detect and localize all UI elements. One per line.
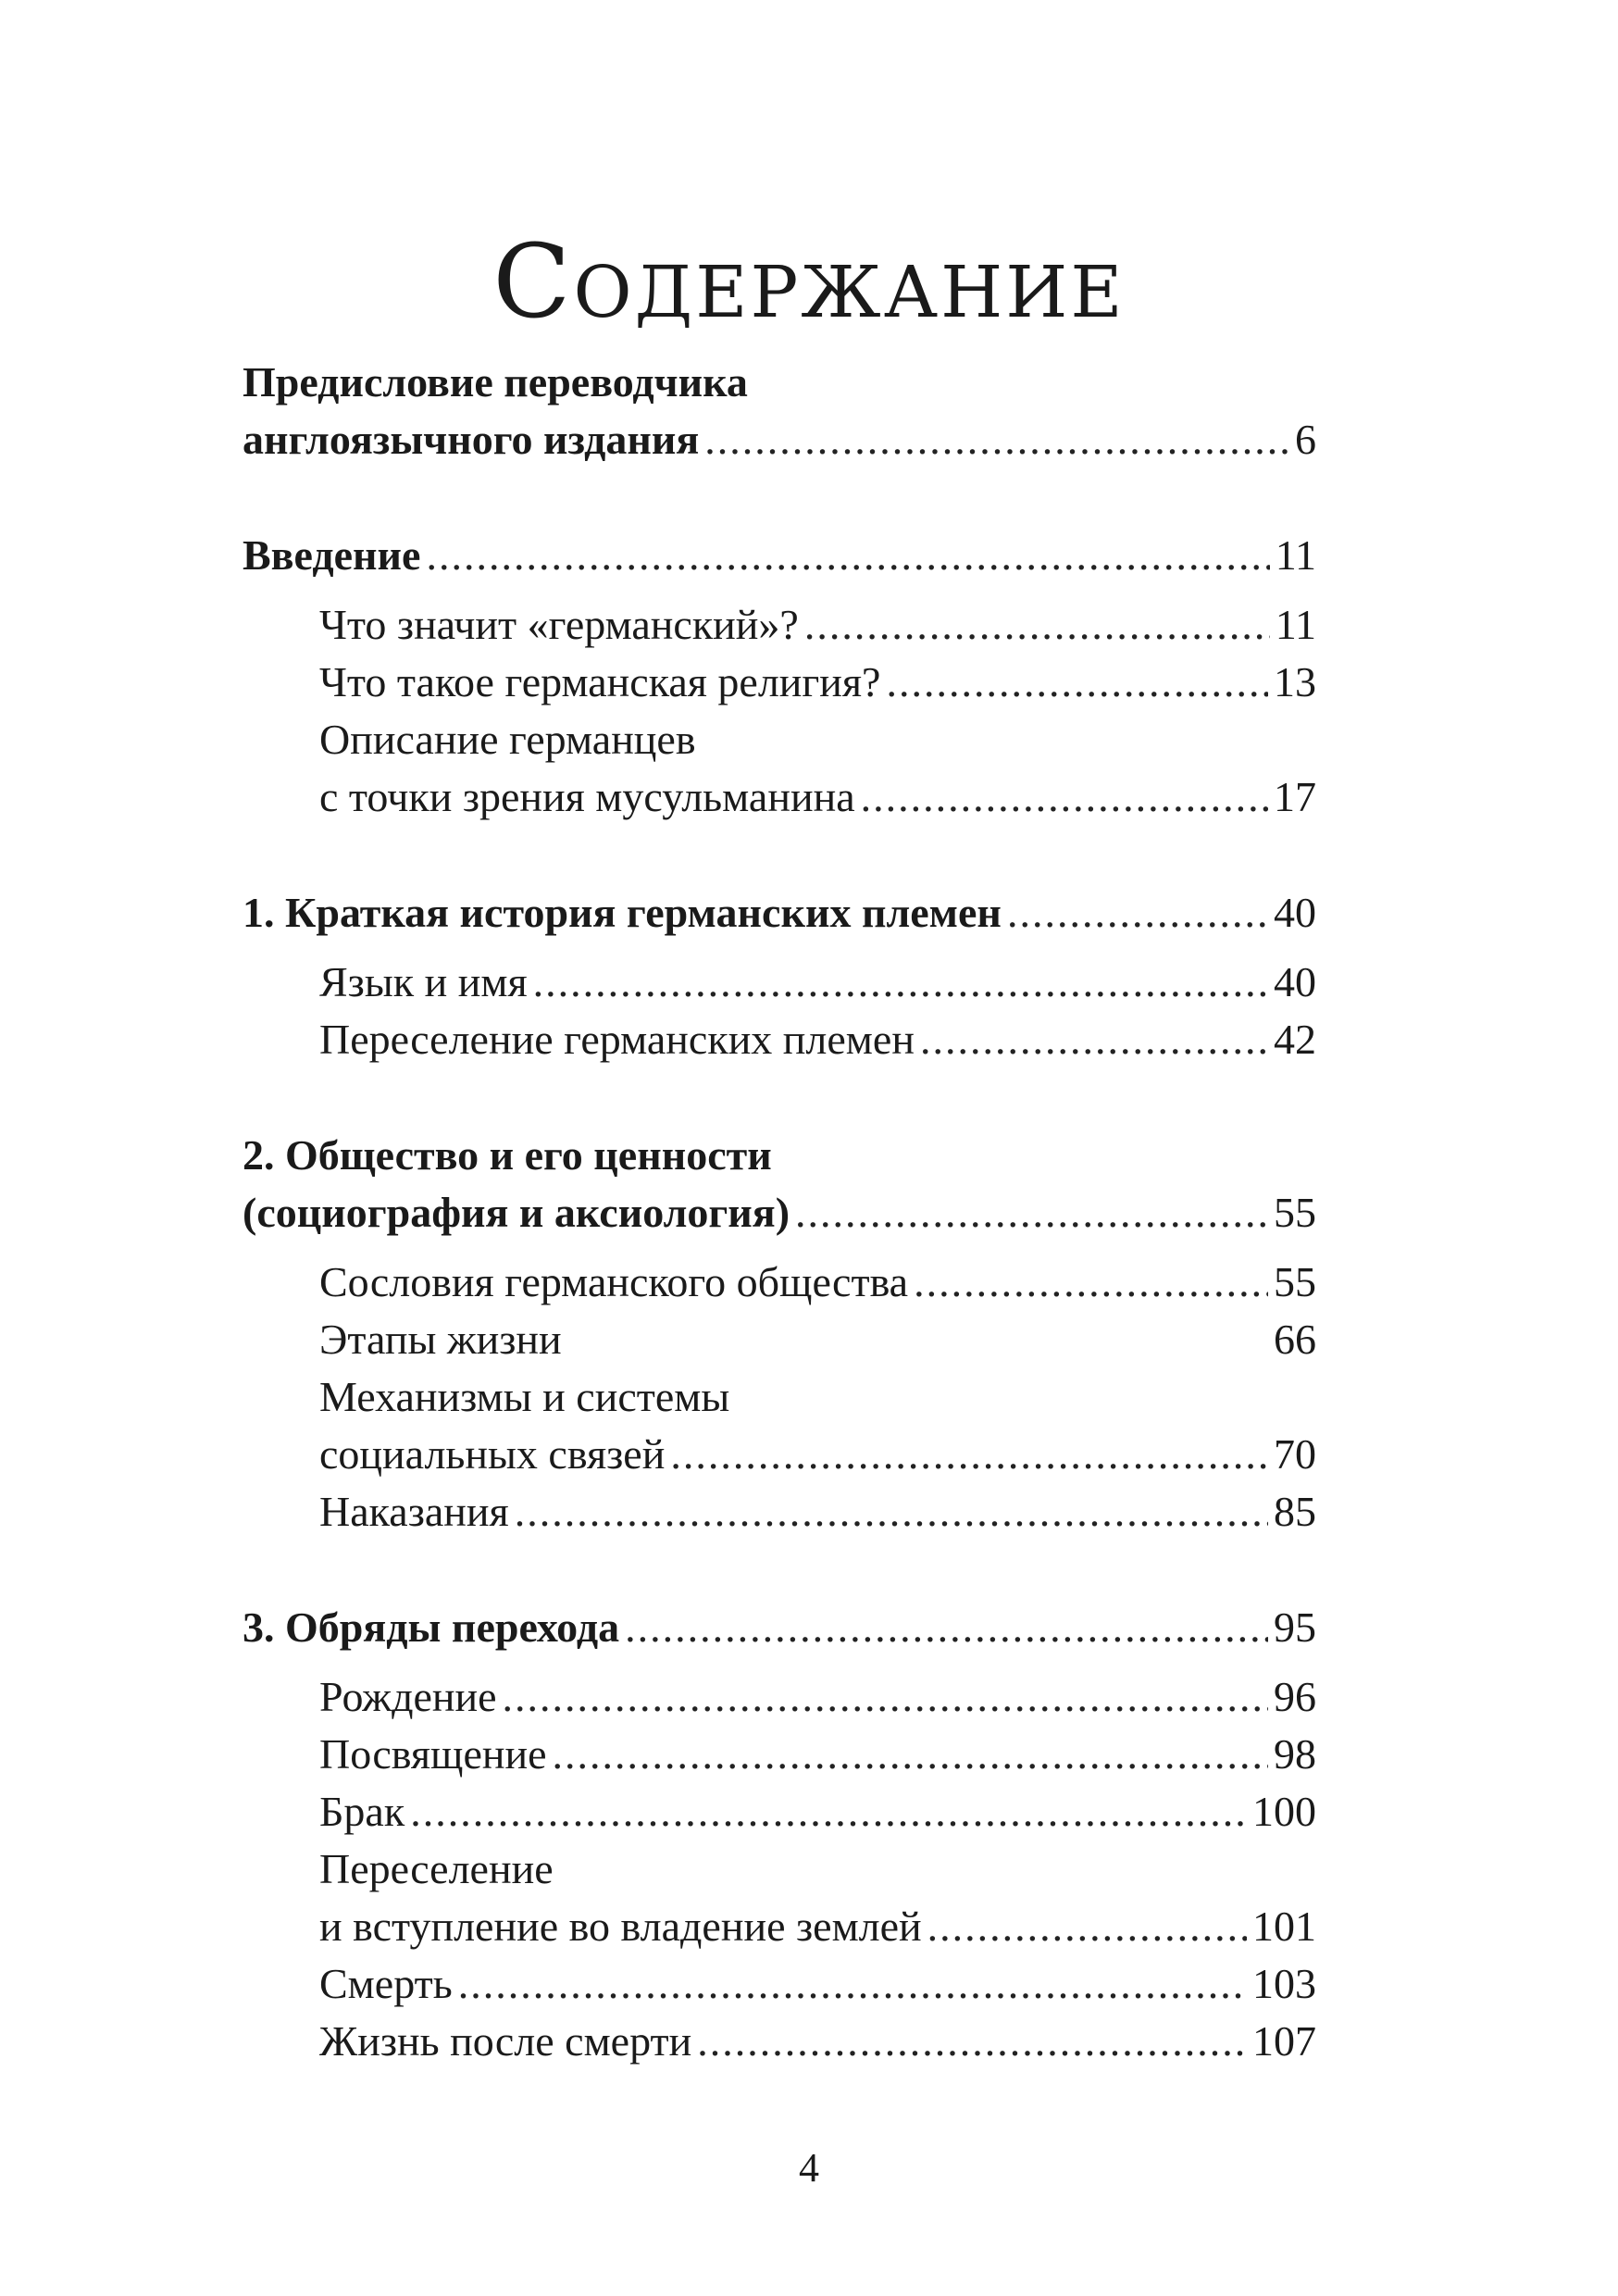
toc-entry-land-taking-line1 <box>319 1841 1316 1898</box>
toc-page-number: 17 <box>1274 773 1316 820</box>
toc-entry-title: Переселение <box>319 1845 554 1892</box>
page-number: 4 <box>799 2145 819 2190</box>
toc-entry-translator-preface <box>243 411 1316 468</box>
toc-entry-title: Предисловие переводчика <box>243 358 748 406</box>
toc-entry-initiation <box>319 1726 1316 1783</box>
toc-entry-introduction <box>243 527 1316 584</box>
toc-entry-title: Жизнь после смерти <box>319 2017 692 2065</box>
leader-dots <box>697 2013 1247 2070</box>
toc-entry-estates <box>319 1254 1316 1311</box>
toc-entry-title: Описание германцев <box>319 716 696 763</box>
toc-entry-punishments <box>319 1483 1316 1541</box>
toc-entry-title: социальных связей <box>319 1430 666 1478</box>
leader-dots <box>553 1726 1268 1783</box>
toc-entry-migration <box>319 1011 1316 1068</box>
page-title: Содержание <box>492 221 1126 341</box>
toc-entry-title: Введение <box>243 531 421 579</box>
leader-dots <box>920 1011 1268 1068</box>
toc-entry-translator-preface-line1 <box>243 354 1316 411</box>
toc-entry-social-ties-line1 <box>319 1368 1316 1426</box>
toc-entry-muslim-view <box>319 768 1316 826</box>
toc-page-number: 85 <box>1274 1488 1316 1535</box>
leader-dots <box>458 1955 1247 2013</box>
leader-dots <box>804 596 1270 654</box>
toc-entry-birth <box>319 1668 1316 1726</box>
leader-dots <box>1007 884 1268 942</box>
toc-page-number: 100 <box>1252 1788 1316 1835</box>
toc-entry-marriage <box>319 1783 1316 1841</box>
toc-page-number: 11 <box>1275 531 1316 579</box>
toc-entry-title: Рождение <box>319 1673 497 1720</box>
toc-entry-title: Смерть <box>319 1960 453 2007</box>
leader-dots <box>886 654 1268 711</box>
toc-page-number: 66 <box>1274 1316 1316 1363</box>
leader-dots <box>704 411 1289 468</box>
toc-entry-chapter-3 <box>243 1599 1316 1656</box>
toc-entry-title: англоязычного издания <box>243 416 700 463</box>
toc-page-number: 55 <box>1274 1258 1316 1305</box>
toc-entry-title: Этапы жизни <box>319 1316 562 1363</box>
toc-page-number: 42 <box>1274 1016 1316 1063</box>
toc-entry-land-taking <box>319 1898 1316 1955</box>
leader-dots <box>515 1483 1268 1541</box>
toc-entry-life-stages <box>319 1311 1316 1368</box>
toc-entry-what-germanic <box>319 596 1316 654</box>
leader-dots <box>795 1184 1268 1242</box>
toc-entry-chapter-2 <box>243 1184 1316 1242</box>
leader-dots <box>503 1668 1268 1726</box>
leader-dots <box>533 954 1268 1011</box>
toc-entry-title: Наказания <box>319 1488 509 1535</box>
toc-entry-title: Что такое германская религия? <box>319 658 881 705</box>
toc-page-number: 40 <box>1274 889 1316 936</box>
toc-page-number: 98 <box>1274 1730 1316 1778</box>
toc-page-number: 103 <box>1252 1960 1316 2007</box>
toc-page-number: 13 <box>1274 658 1316 705</box>
leader-dots <box>927 1898 1247 1955</box>
toc-entry-title: Переселение германских племен <box>319 1016 915 1063</box>
toc-entry-title: 1. Краткая история германских племен <box>243 889 1002 936</box>
toc-entry-title: 2. Общество и его ценности <box>243 1131 772 1179</box>
toc-page-number: 55 <box>1274 1189 1316 1236</box>
toc-entry-title: Механизмы и системы <box>319 1373 730 1420</box>
toc-entry-title: и вступление во владение землей <box>319 1903 922 1950</box>
toc-entry-chapter-1 <box>243 884 1316 942</box>
toc-entry-language-name <box>319 954 1316 1011</box>
toc-entry-title: 3. Обряды перехода <box>243 1603 620 1651</box>
toc-entry-title: Брак <box>319 1788 405 1835</box>
toc-page-number: 11 <box>1275 601 1316 648</box>
leader-dots <box>410 1783 1247 1841</box>
toc-entry-title: Посвящение <box>319 1730 547 1778</box>
toc-entry-title: с точки зрения мусульманина <box>319 773 855 820</box>
toc-entry-germanic-religion <box>319 654 1316 711</box>
toc-entry-title: Что значит «германский»? <box>319 601 799 648</box>
toc-entry-muslim-view-line1 <box>319 711 1316 768</box>
leader-dots <box>625 1599 1268 1656</box>
toc-page-number: 40 <box>1274 958 1316 1005</box>
toc-entry-afterlife <box>319 2013 1316 2070</box>
leader-dots <box>914 1254 1268 1311</box>
leader-dots <box>426 527 1269 584</box>
toc-entry-title: Сословия германского общества <box>319 1258 909 1305</box>
toc-entry-social-ties <box>319 1426 1316 1483</box>
toc-entry-death <box>319 1955 1316 2013</box>
leader-dots <box>861 768 1268 826</box>
toc-entry-title: (социография и аксиология) <box>243 1189 790 1236</box>
toc-page-number: 101 <box>1252 1903 1316 1950</box>
toc-page-number: 96 <box>1274 1673 1316 1720</box>
toc-entry-title: Язык и имя <box>319 958 528 1005</box>
toc-page-number: 70 <box>1274 1430 1316 1478</box>
toc-page-number: 107 <box>1252 2017 1316 2065</box>
toc-page-number: 6 <box>1295 416 1316 463</box>
toc-entry-chapter-2-line1 <box>243 1127 1316 1184</box>
toc-page-number: 95 <box>1274 1603 1316 1651</box>
leader-dots <box>670 1426 1268 1483</box>
